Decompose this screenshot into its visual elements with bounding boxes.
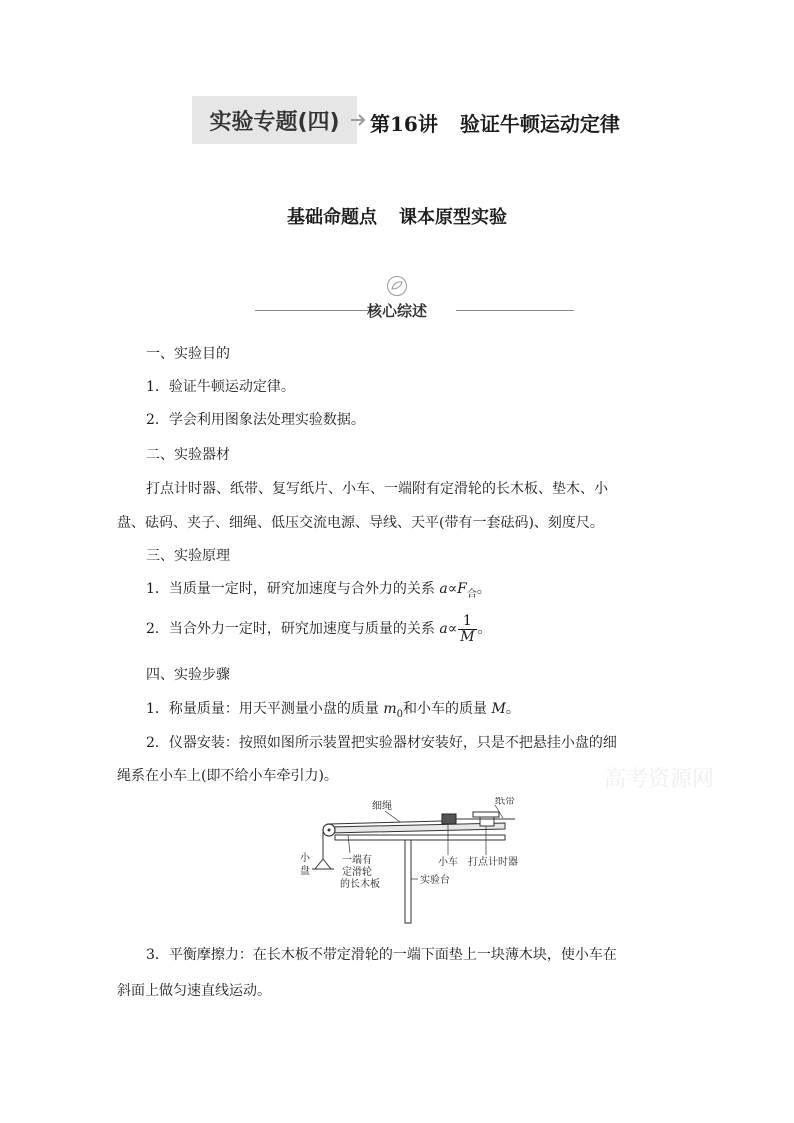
- section-title: [0, 203, 794, 229]
- cart-icon: [442, 814, 456, 824]
- table-leg: [405, 840, 411, 923]
- equipment-line-2: 盘、砝码、夹子、细绳、低压交流电源、导线、天平(带有一套砝码)、刻度尺。: [117, 515, 604, 531]
- watermark: 高考资源网: [604, 767, 715, 792]
- label-cart: 小车: [438, 857, 458, 868]
- heading-equipment: 二、实验器材: [146, 447, 230, 463]
- apparatus-diagram: [290, 797, 530, 927]
- label-board-2: 定滑轮: [342, 867, 372, 878]
- heading-purpose: 一、实验目的: [146, 346, 230, 362]
- step-2-line-1: 2．仪器安装：按照如图所示装置把实验器材安装好，只是不把悬挂小盘的细: [146, 735, 617, 751]
- step-1-subscript: 0: [396, 708, 404, 720]
- section-title-left: 基础命题点: [287, 207, 377, 228]
- lecture-name: 验证牛顿运动定律: [459, 112, 620, 136]
- label-table: 实验台: [420, 875, 450, 886]
- principle-2-end: 。: [477, 621, 492, 637]
- section-title-right: 课本原型实验: [399, 207, 507, 228]
- principle-1-end: 。: [476, 581, 491, 597]
- label-rope: 细绳: [372, 801, 392, 812]
- step-3-line-2: 斜面上做匀速直线运动。: [117, 983, 271, 999]
- core-summary-label: 核心综述: [366, 302, 427, 320]
- step-1-m: m: [383, 701, 397, 717]
- step-2-line-2: 绳系在小车上(即不给小车牵引力)。: [117, 768, 338, 784]
- label-board-1: 一端有: [342, 855, 372, 866]
- label-pan-1: 小: [300, 853, 310, 864]
- step-1-M: M: [491, 701, 506, 717]
- principle-item-1: [146, 580, 491, 604]
- long-board: [330, 823, 505, 833]
- arrow-right-icon: [350, 113, 368, 127]
- timer-icon: [480, 817, 494, 826]
- label-board-3: 的长木板: [340, 879, 380, 890]
- heading-principle: 三、实验原理: [146, 548, 230, 564]
- principle-1-text: 1．当质量一定时，研究加速度与合外力的关系: [146, 581, 440, 597]
- small-pan-icon: [315, 859, 331, 869]
- step-item-1: [146, 700, 520, 724]
- step-1-text: 1．称量质量：用天平测量小盘的质量: [146, 701, 384, 717]
- fraction: [458, 614, 476, 645]
- heading-steps: 四、实验步骤: [146, 667, 230, 683]
- lecture-title: [370, 108, 620, 137]
- fraction-numerator: 1: [458, 614, 476, 630]
- fraction-denominator: M: [460, 628, 475, 645]
- topic-badge: 实验专题(四): [192, 96, 357, 144]
- label-pan-2: 盘: [300, 866, 310, 877]
- purpose-item-1: 1．验证牛顿运动定律。: [146, 379, 295, 395]
- principle-1-subscript: 合: [466, 588, 477, 600]
- principle-item-2: [146, 612, 492, 646]
- label-tape: 纸带: [495, 797, 515, 807]
- principle-2-formula: a∝: [439, 621, 458, 637]
- equipment-line-1: 打点计时器、纸带、复写纸片、小车、一端附有定滑轮的长木板、垫木、小: [146, 481, 608, 497]
- purpose-item-2: 2．学会利用图象法处理实验数据。: [146, 412, 365, 428]
- table-top: [335, 835, 505, 840]
- label-timer: 打点计时器: [468, 857, 518, 868]
- step-3-line-1: 3．平衡摩擦力：在长木板不带定滑轮的一端下面垫上一块薄木块，使小车在: [146, 947, 617, 963]
- step-1-mid: 和小车的质量: [403, 701, 492, 717]
- lecture-number: 第16讲: [370, 112, 438, 136]
- step-1-end: 。: [505, 701, 520, 717]
- principle-2-text: 2．当合外力一定时，研究加速度与质量的关系: [146, 621, 440, 637]
- leaf-icon: [386, 275, 408, 297]
- rope-line: [329, 821, 442, 824]
- principle-1-formula: a∝F: [439, 581, 467, 597]
